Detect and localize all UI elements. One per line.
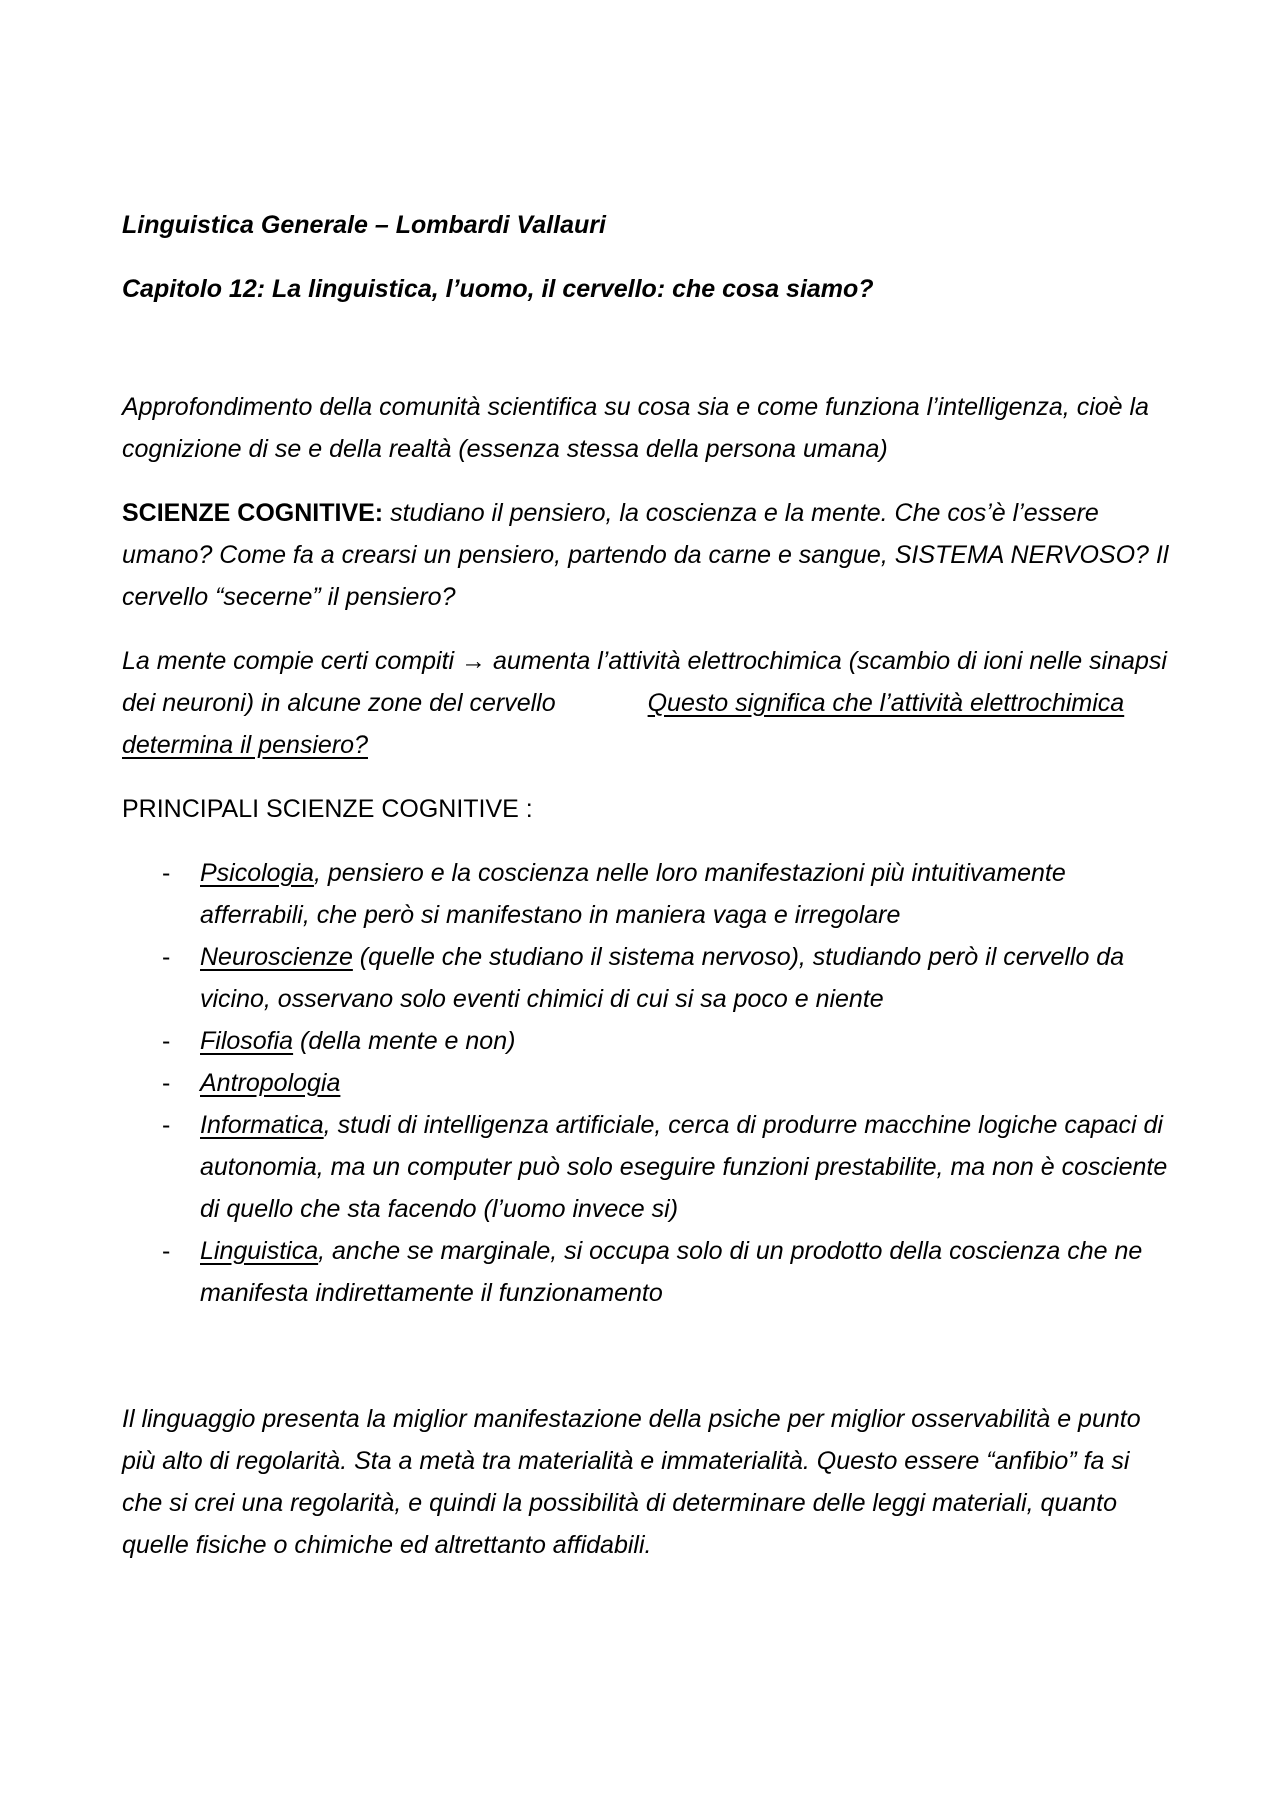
list-dash: - [162, 1111, 171, 1139]
closing-paragraph: Il linguaggio presenta la miglior manifestazione della psiche per miglior osservabilità e punto più alto di regolarità. Sta a metà tra materialità e immaterialità. Questo essere “anfibio” fa si che si crei una regolarità, e quindi la possibilità di determinare delle leggi materiali, quanto quelle fisiche o chimiche ed altrettanto affidabili. [122, 1405, 1141, 1559]
cognitive-sciences-text: studiano il pensiero, la coscienza e la mente. Che cos’è l’essere umano? Come fa a crearsi un pensiero, partendo da carne e sangue, SISTEMA NERVOSO? Il cervello “secerne” il pensiero? [122, 499, 1169, 611]
document-body [122, 204, 1172, 1566]
science-description: (quelle che studiano il sistema nervoso), studiando però il cervello da vicino, osservano solo eventi chimici di cui si sa poco e niente [200, 943, 1125, 1013]
list-item [122, 936, 1172, 1020]
science-description: , anche se marginale, si occupa solo di un prodotto della coscienza che ne manifesta indirettamente il funzionamento [200, 1237, 1143, 1307]
cognitive-sciences-label: SCIENZE COGNITIVE: [122, 499, 384, 527]
list-item [122, 1020, 1172, 1062]
list-item [122, 852, 1172, 936]
science-name: Linguistica [200, 1237, 319, 1265]
list-item [122, 1104, 1172, 1230]
science-name: Filosofia [200, 1027, 294, 1055]
mind-question: Questo significa che l’attività elettrochimica determina il pensiero? [122, 689, 1125, 759]
science-description: (della mente e non) [293, 1027, 516, 1055]
list-item [122, 1062, 1172, 1104]
right-arrow-icon: → [461, 647, 487, 675]
list-dash: - [162, 1069, 171, 1097]
sciences-list [122, 852, 1172, 1314]
intro-paragraph: Approfondimento della comunità scientifica su cosa sia e come funziona l’intelligenza, cioè la cognizione di se e della realtà (essenza stessa della persona umana) [122, 393, 1149, 463]
cognitive-sciences-paragraph [122, 492, 1172, 618]
science-description: , studi di intelligenza artificiale, cerca di produrre macchine logiche capaci di autonomia, ma un computer può solo eseguire funzioni prestabilite, ma non è cosciente di quello che sta facendo (l’uomo invece si) [200, 1111, 1168, 1223]
list-dash: - [162, 1027, 171, 1055]
principal-sciences-heading: PRINCIPALI SCIENZE COGNITIVE : [122, 795, 533, 823]
science-name: Neuroscienze [200, 943, 353, 971]
list-dash: - [162, 943, 171, 971]
mind-text-after-arrow: aumenta l’attività elettrochimica (scambio di ioni nelle sinapsi dei neuroni) in alcune zone del cervello [122, 647, 1167, 717]
science-name: Antropologia [200, 1069, 341, 1097]
science-description: , pensiero e la coscienza nelle loro manifestazioni più intuitivamente afferrabili, che però si manifestano in maniera vaga e irregolare [200, 859, 1066, 929]
list-dash: - [162, 1237, 171, 1265]
mind-text-before-arrow: La mente compie certi compiti [122, 647, 462, 675]
document-title: Linguistica Generale – Lombardi Vallauri [122, 211, 606, 239]
science-name: Informatica [200, 1111, 324, 1139]
list-dash: - [162, 859, 171, 887]
mind-paragraph [122, 640, 1172, 766]
list-item [122, 1230, 1172, 1314]
science-name: Psicologia [200, 859, 314, 887]
chapter-title: Capitolo 12: La linguistica, l’uomo, il cervello: che cosa siamo? [122, 275, 874, 303]
